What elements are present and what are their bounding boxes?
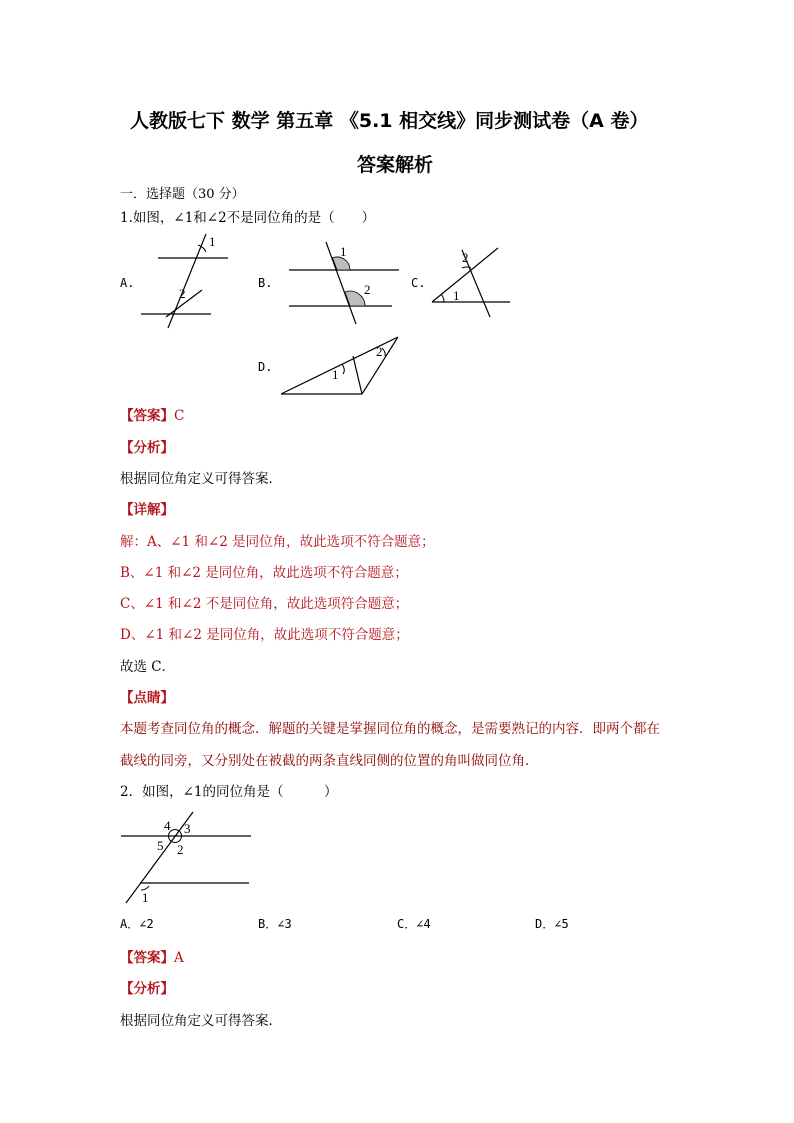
answer-row-1 (120, 404, 184, 424)
fig-d-label-1: 1 (332, 367, 339, 382)
option-c-letter: C. (411, 276, 426, 290)
detail-tag: 【详解】 (120, 502, 174, 518)
answer-value: C (174, 408, 185, 424)
fig-b-label-1: 1 (340, 244, 347, 259)
question-1-stem: 1.如图，∠1和∠2不是同位角的是（ ） (120, 210, 376, 226)
analysis-text: 根据同位角定义可得答案． (120, 471, 282, 487)
answer-row-2 (120, 946, 184, 966)
conclusion-text: 故选 C． (120, 659, 176, 675)
answer-value: A (174, 950, 184, 966)
fig-c-label-2: 2 (462, 250, 469, 265)
fig-b-label-2: 2 (364, 282, 371, 297)
q2-option-b: B．∠3 (258, 917, 292, 931)
section-heading: 一．选择题（30 分） (120, 187, 245, 202)
page-title: 人教版七下 数学 第五章 《5.1 相交线》同步测试卷（A 卷） (130, 110, 649, 132)
detail-line: D、∠1 和∠2 是同位角，故此选项不符合题意； (120, 627, 409, 643)
q2-option-a: A．∠2 (120, 917, 154, 931)
analysis-tag: 【分析】 (120, 440, 174, 456)
detail-line: C、∠1 和∠2 不是同位角，故此选项符合题意； (120, 596, 409, 612)
figure-option-a (136, 232, 236, 334)
option-b-letter: B. (258, 276, 273, 290)
figure-option-c (428, 244, 514, 320)
fig-d-label-2: 2 (376, 344, 383, 359)
fig2-label-2: 2 (177, 842, 184, 857)
fig-a-label-1: 1 (209, 234, 216, 249)
fig2-label-1: 1 (142, 890, 149, 905)
answer-tag: 【答案】 (120, 950, 174, 966)
analysis-text: 根据同位角定义可得答案． (120, 1013, 282, 1029)
comment-tag: 【点睛】 (120, 690, 174, 706)
fig-a-label-2: 2 (179, 286, 186, 301)
fig-c-label-1: 1 (453, 288, 460, 303)
question-2-stem: 2．如图，∠1的同位角是（ ） (120, 784, 338, 800)
answer-tag: 【答案】 (120, 408, 174, 424)
fig2-label-5: 5 (157, 838, 164, 853)
option-a-letter: A. (120, 276, 135, 290)
detail-line: B、∠1 和∠2 是同位角，故此选项不符合题意； (120, 565, 408, 581)
figure-question-2 (118, 806, 254, 906)
page-subtitle: 答案解析 (357, 154, 434, 176)
figure-option-b (286, 240, 402, 325)
analysis-tag: 【分析】 (120, 981, 174, 997)
q2-option-c: C．∠4 (397, 917, 431, 931)
fig2-label-3: 3 (184, 821, 191, 836)
figure-option-d (278, 334, 404, 398)
fig2-label-4: 4 (164, 818, 171, 833)
comment-line: 本题考查同位角的概念．解题的关键是掌握同位角的概念，是需要熟记的内容．即两个都在 (120, 721, 660, 737)
q2-option-d: D．∠5 (535, 917, 569, 931)
detail-line: 解：A、∠1 和∠2 是同位角，故此选项不符合题意； (120, 534, 435, 550)
comment-line: 截线的同旁，又分别处在被截的两条直线同侧的位置的角叫做同位角． (120, 753, 539, 769)
option-d-letter: D. (258, 360, 273, 374)
